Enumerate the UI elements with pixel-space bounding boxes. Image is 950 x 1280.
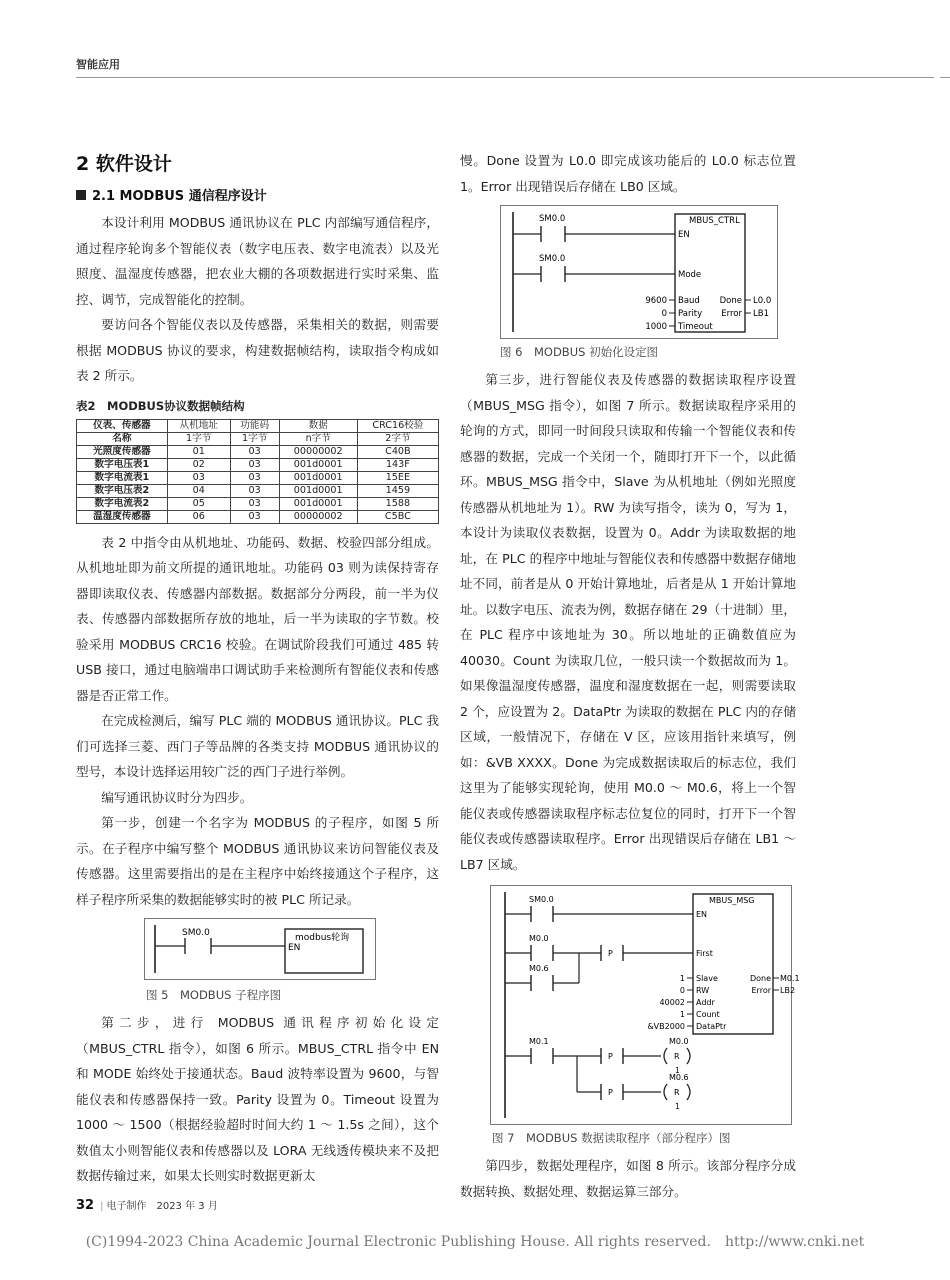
paragraph: 第三步，进行智能仪表及传感器的数据读取程序设置（MBUS_MSG 指令），如图 7 所示。数据读取程序采用的轮询的方式，即同一时间段只读取和传输一个智能仪表和传感器的数据，完成一个关闭一个，随即打开下一个，以此循环。MBUS_MSG 指令中，Slave 为从机地址（例如光照度传感器从机地址为 1）。RW 为读写指令，读为 0，写为 1，本设计为读取仪表数据，设置为 0。Addr 为读取数据的地址，在 PLC 的程序中地址与智能仪表和传感器中数据存储地址不同，前者是从 0 开始计算地址，后者是从 1 开始计算地址。以数字电压、流表为例，数据存储在 29（十进制）里，在 PLC 程序中该地址为 30。所以地址的正确数值应为 40030。Count 为读取几位，一般只读一个数据故而为 1。如果像温湿度传感器，温度和湿度数据在一起，则需要读取 2 个，应设置为 2。DataPtr 为读取的数据在 PLC 内的存储区域，一般情况下，存储在 V 区，应该用指针来填写，例如：&VB XXXX。Done 为完成数据读取后的标志位，我们这里为了能够实现轮询，使用 M0.0 ～ M0.6，将上一个智能仪表或传感器读取程序标志位复位的同时，打开下一个智能仪表或传感器读取程序。Error 出现错误后存储在 LB1 ～ LB7 区域。 <box>460 372 796 872</box>
table-cell: 02 <box>167 458 230 471</box>
table-cell: 数字电流表2 <box>77 497 168 510</box>
table-cell: 001d0001 <box>279 497 357 510</box>
fig7-dataptr: DataPtr <box>696 1022 727 1031</box>
fig7-en: EN <box>696 910 708 919</box>
table-cell: 03 <box>167 471 230 484</box>
table-cell: 03 <box>230 510 279 523</box>
table-cell: 数字电压表2 <box>77 484 168 497</box>
fig7-reset-count-2: 1 <box>675 1102 680 1111</box>
fig7-slave: Slave <box>696 974 718 983</box>
table-row <box>77 497 439 510</box>
table-cell: 名称 <box>77 432 168 445</box>
table-title: 表2 MODBUS协议数据帧结构 <box>76 398 245 413</box>
fig7-coil-1: M0.0 <box>669 1037 689 1046</box>
fig6-en: EN <box>678 230 690 240</box>
figure-6-caption: 图 6 MODBUS 初始化设定图 <box>500 345 659 359</box>
fig7-addr: Addr <box>696 998 715 1007</box>
footer <box>76 1197 218 1213</box>
fig7-p-1: P <box>608 949 613 958</box>
table-cell: 001d0001 <box>279 484 357 497</box>
fig7-done: Done <box>749 974 771 983</box>
fig7-dataptr-val: &VB2000 <box>647 1022 685 1031</box>
table-row <box>77 471 439 484</box>
fig7-coil-2: M0.6 <box>669 1073 689 1082</box>
fig5-contact: SM0.0 <box>182 928 210 938</box>
fig7-error: Error <box>751 986 771 995</box>
table-cell: 01 <box>167 445 230 458</box>
copyright-line <box>0 1234 950 1250</box>
protocol-table <box>76 419 439 524</box>
fig6-baud: Baud <box>678 296 700 306</box>
fig6-timeout-val: 1000 <box>645 322 667 332</box>
table-cell: 温湿度传感器 <box>77 510 168 523</box>
left-column <box>76 150 439 1189</box>
table-header-row <box>77 419 439 432</box>
table-cell: 03 <box>230 471 279 484</box>
table-row <box>77 458 439 471</box>
paragraph: 要访问各个智能仪表以及传感器，采集相关的数据，则需要根据 MODBUS 协议的要求，构建数据帧结构，读取指令构成如表 2 所示。 <box>76 317 439 383</box>
fig6-error-val: LB1 <box>753 309 769 319</box>
table-cell: 数据 <box>279 419 357 432</box>
fig7-p-3: P <box>608 1088 613 1097</box>
figure-7-caption: 图 7 MODBUS 数据读取程序（部分程序）图 <box>492 1131 731 1145</box>
fig6-mode: Mode <box>678 270 702 280</box>
fig5-en: EN <box>288 943 301 953</box>
fig7-reset-count-1: 1 <box>675 1066 680 1075</box>
fig6-parity: Parity <box>678 309 703 319</box>
table-cell: 1588 <box>357 497 438 510</box>
table-cell: 仪表、传感器 <box>77 419 168 432</box>
copyright-url: http://www.cnki.net <box>724 1234 865 1250</box>
figure-5-caption: 图 5 MODBUS 子程序图 <box>146 988 282 1002</box>
fig7-contact-m06: M0.6 <box>529 964 549 973</box>
table-cell: 15EE <box>357 471 438 484</box>
figure-5-svg <box>145 919 375 979</box>
table-cell: 001d0001 <box>279 471 357 484</box>
table-cell: 03 <box>230 497 279 510</box>
table-cell: C40B <box>357 445 438 458</box>
section-title: 2 软件设计 <box>76 153 172 175</box>
fig6-timeout: Timeout <box>678 322 713 332</box>
fig5-box-label: modbus轮询 <box>295 933 350 943</box>
figure-7-diagram <box>490 885 800 1125</box>
fig7-reset-2: R <box>674 1088 680 1097</box>
table-row <box>77 510 439 523</box>
fig6-contact-2: SM0.0 <box>539 254 566 264</box>
fig6-done-val: L0.0 <box>753 296 772 306</box>
fig7-count-val: 1 <box>679 1010 685 1019</box>
fig7-box-title: MBUS_MSG <box>709 896 755 905</box>
copyright-text: (C)1994-2023 China Academic Journal Electronic Publishing House. All rights reserved. <box>85 1234 711 1250</box>
table-cell: C5BC <box>357 510 438 523</box>
table-cell: 03 <box>230 484 279 497</box>
paragraph: 第四步，数据处理程序，如图 8 所示。该部分程序分成数据转换、数据处理、数据运算三部分。 <box>460 1158 796 1199</box>
fig7-p-2: P <box>608 1052 613 1061</box>
table-cell: 1字节 <box>230 432 279 445</box>
paragraph: 第一步，创建一个名字为 MODBUS 的子程序，如图 5 所示。在子程序中编写整个 MODBUS 通讯协议来访问智能仪表及传感器。这里需要指出的是在主程序中始终接通这个子程序，这样子程序所采集的数据能够实时的被 PLC 所记录。 <box>76 815 439 907</box>
table-cell: 00000002 <box>279 510 357 523</box>
paragraph: 第二步，进行 MODBUS 通讯程序初始化设定（MBUS_CTRL 指令），如图 6 所示。MBUS_CTRL 指令中 EN 和 MODE 始终处于接通状态。Baud 波特率设置为 9600，与智能仪表和传感器保持一致。Parity 设置为 0。Timeout 设置为 1000 ～ 1500（根据经验超时时间大约 1 ～ 1.5s 之间），这个数值太小则智能仪表和传感器以及 LORA 无线透传模块来不及把数据传输过来，如果太长则实时数据更新太 <box>76 1015 439 1183</box>
fig7-contact-sm: SM0.0 <box>529 895 554 904</box>
figure-5-diagram <box>144 918 376 980</box>
fig6-done: Done <box>719 296 742 306</box>
table-cell: 03 <box>230 458 279 471</box>
table-cell: 数字电流表1 <box>77 471 168 484</box>
table-cell: 03 <box>230 445 279 458</box>
fig6-parity-val: 0 <box>661 309 667 319</box>
table-cell: n字节 <box>279 432 357 445</box>
table-cell: 04 <box>167 484 230 497</box>
table-cell: 2字节 <box>357 432 438 445</box>
fig7-addr-val: 40002 <box>659 998 685 1007</box>
table-row <box>77 484 439 497</box>
header-dash <box>940 77 950 78</box>
paragraph: 在完成检测后，编写 PLC 端的 MODBUS 通讯协议。PLC 我们可选择三菱、西门子等品牌的各类支持 MODBUS 通讯协议的型号，本设计选择运用较广泛的西门子进行举例。 <box>76 713 439 779</box>
subsection-title-text: 2.1 MODBUS 通信程序设计 <box>92 189 267 204</box>
figure-6-diagram <box>500 205 778 339</box>
fig7-done-val: M0.1 <box>780 974 800 983</box>
table-cell: 从机地址 <box>167 419 230 432</box>
paragraph: 编写通讯协议时分为四步。 <box>101 789 253 805</box>
header-rule <box>76 77 934 78</box>
fig7-slave-val: 1 <box>679 974 685 983</box>
table-cell: 光照度传感器 <box>77 445 168 458</box>
paragraph: 表 2 中指令由从机地址、功能码、数据、校验四部分组成。从机地址即为前文所提的通讯地址。功能码 03 则为读保持寄存器即读取仪表、传感器内部数据。数据部分分两段，前一半为仪表、传感器内部数据所存放的地址，后一半为读取的字节数。校验采用 MODBUS CRC16 校验。在调试阶段我们可通过 485 转 USB 接口，通过电脑端串口调试助手来检测所有智能仪表和传感器是否正常工作。 <box>76 534 439 703</box>
paragraph: 本设计利用 MODBUS 通讯协议在 PLC 内部编写通信程序，通过程序轮询多个智能仪表（数字电压表、数字电流表）以及光照度、温湿度传感器，把农业大棚的各项数据进行实时采集、监控、调节，完成智能化的控制。 <box>76 215 439 307</box>
table-cell: CRC16校验 <box>357 419 438 432</box>
fig7-error-val: LB2 <box>780 986 796 995</box>
table-cell: 143F <box>357 458 438 471</box>
table-cell: 1字节 <box>167 432 230 445</box>
fig7-rw: RW <box>696 986 710 995</box>
table-header-row <box>77 432 439 445</box>
fig6-box-title: MBUS_CTRL <box>689 216 740 226</box>
header-category: 智能应用 <box>76 58 120 71</box>
table-cell: 001d0001 <box>279 458 357 471</box>
fig6-baud-val: 9600 <box>645 296 667 306</box>
journal-info: 电子制作 2023 年 3 月 <box>106 1201 218 1212</box>
table-cell: 00000002 <box>279 445 357 458</box>
fig7-contact-m01: M0.1 <box>529 1037 549 1046</box>
fig7-first: First <box>696 949 713 958</box>
page-number: 32 <box>76 1198 95 1213</box>
square-bullet-icon <box>76 190 86 200</box>
table-cell: 06 <box>167 510 230 523</box>
fig7-contact-m00: M0.0 <box>529 934 549 943</box>
paragraph: 慢。Done 设置为 L0.0 即完成该功能后的 L0.0 标志位置 1。Error 出现错误后存储在 LB0 区域。 <box>460 153 796 194</box>
fig7-reset-1: R <box>674 1052 680 1061</box>
figure-6-svg <box>501 206 777 338</box>
table-cell: 数字电压表1 <box>77 458 168 471</box>
fig7-count: Count <box>696 1010 720 1019</box>
figure-7-svg <box>491 886 800 1124</box>
table-cell: 05 <box>167 497 230 510</box>
table-cell: 1459 <box>357 484 438 497</box>
footer-separator: | <box>100 1201 104 1212</box>
subsection-title <box>76 184 439 210</box>
table-row <box>77 445 439 458</box>
table-cell: 功能码 <box>230 419 279 432</box>
fig7-rw-val: 0 <box>679 986 685 995</box>
fig6-error: Error <box>721 309 742 319</box>
right-column <box>460 148 800 1204</box>
fig6-contact-1: SM0.0 <box>539 214 566 224</box>
